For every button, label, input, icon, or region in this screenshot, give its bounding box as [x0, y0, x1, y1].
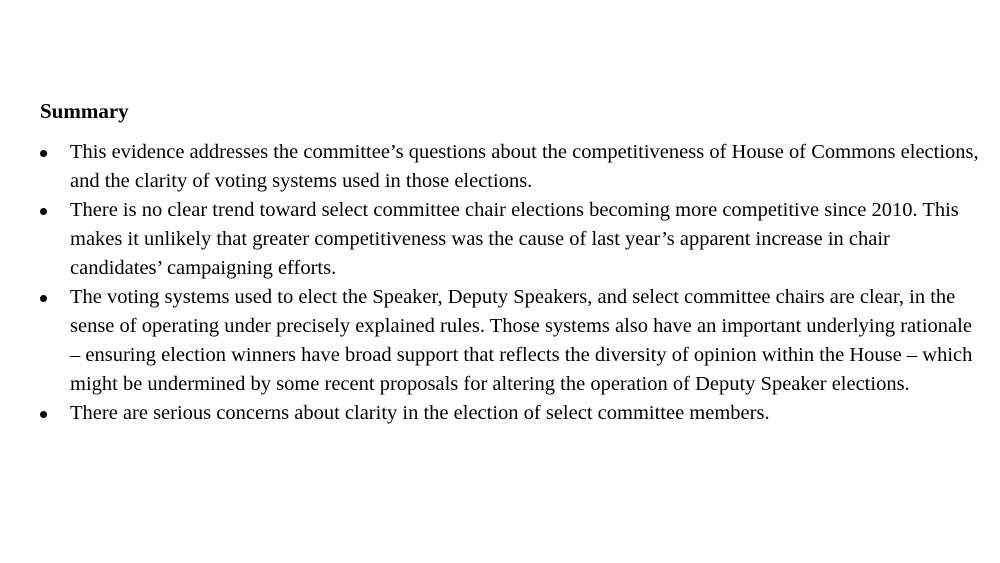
bullet-text: There is no clear trend toward select committee chair elections becoming more competitive since 2010. This makes it unlikely that greater competitiveness was the cause of last year’s apparent increase in chair candidates’ campaigning efforts.	[70, 199, 959, 279]
bullet-dot-icon	[40, 411, 47, 418]
bullet-item	[40, 283, 980, 399]
bullet-item	[40, 399, 980, 428]
bullet-text: The voting systems used to elect the Speaker, Deputy Speakers, and select committee chairs are clear, in the sense of operating under precisely explained rules. Those systems also have an important underlying rationale – ensuring election winners have broad support that reflects the diversity of opinion within the House – which might be undermined by some recent proposals for altering the operation of Deputy Speaker elections.	[70, 286, 973, 395]
section-heading: Summary	[40, 99, 129, 123]
bullet-text: There are serious concerns about clarity in the election of select committee members.	[70, 402, 770, 424]
bullet-item	[40, 138, 980, 196]
bullet-dot-icon	[40, 295, 47, 302]
summary-bullet-list	[40, 138, 980, 428]
document-body	[40, 96, 980, 428]
bullet-dot-icon	[40, 150, 47, 157]
bullet-text: This evidence addresses the committee’s questions about the competitiveness of House of Commons elections, and the clarity of voting systems used in those elections.	[70, 141, 979, 192]
bullet-item	[40, 196, 980, 283]
bullet-dot-icon	[40, 208, 47, 215]
